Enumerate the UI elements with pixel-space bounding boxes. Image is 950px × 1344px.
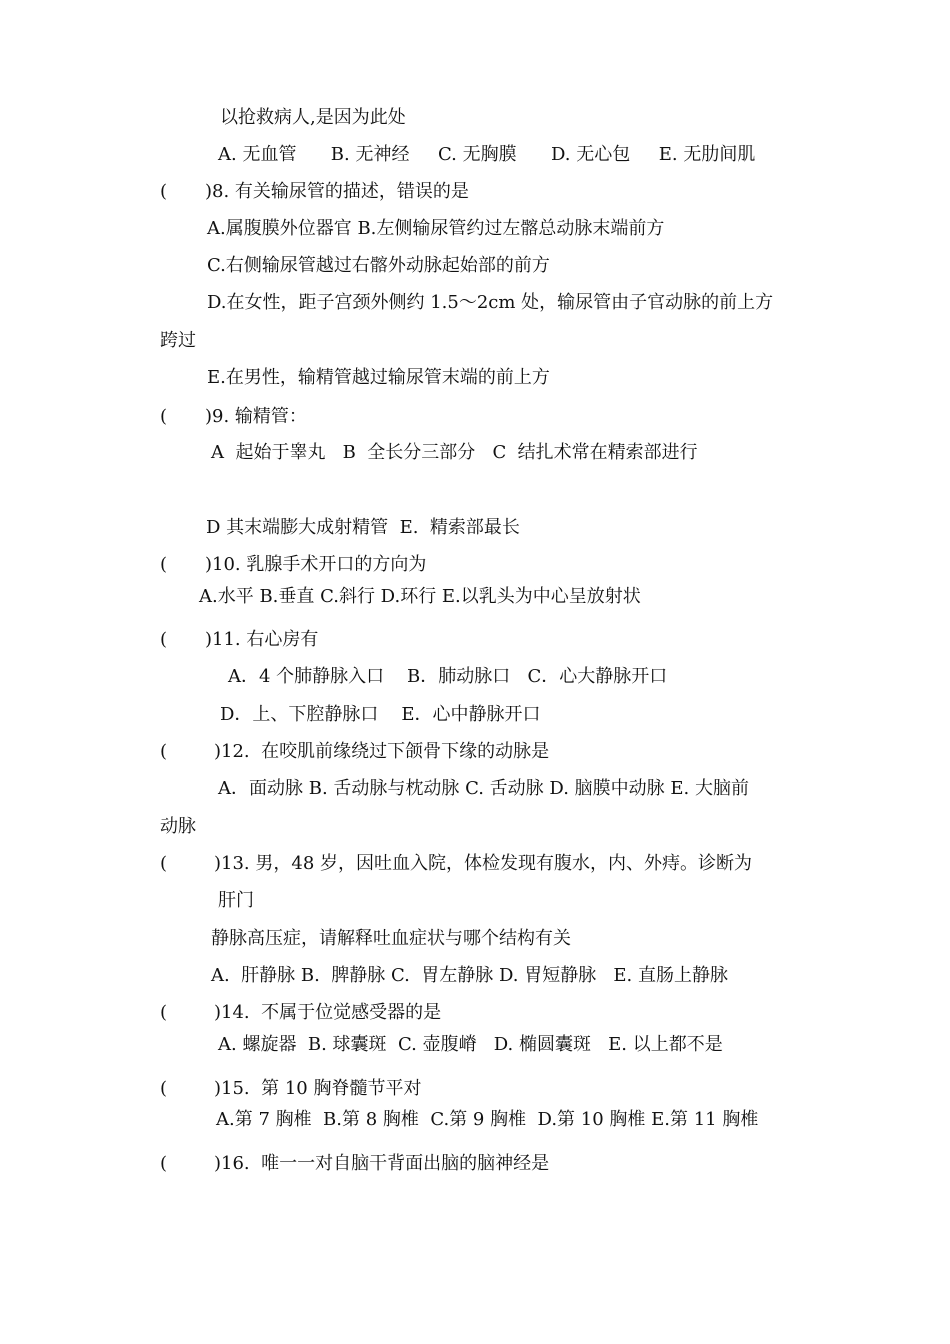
q13-options: A. 肝静脉 B. 脾静脉 C. 胃左静脉 D. 胃短静脉 E. 直肠上静脉 — [211, 965, 728, 986]
q8-option-c: C.右侧输尿管越过右髂外动脉起始部的前方 — [207, 255, 550, 276]
answer-paren-12: ( — [160, 741, 168, 762]
q13-stem-continuation: 静脉高压症，请解释吐血症状与哪个结构有关 — [211, 928, 571, 949]
answer-paren-9: ( — [160, 406, 168, 427]
q13-stem: )13. 男，48 岁，因吐血入院，体检发现有腹水，内、外痔。诊断为 — [214, 853, 752, 874]
q8-option-d: D.在女性，距子宫颈外侧约 1.5～2cm 处，输尿管由子官动脉的前上方 — [207, 292, 774, 313]
q16-stem: )16. 唯一一对自脑干背面出脑的脑神经是 — [214, 1153, 550, 1174]
q12-options-wrap: 动脉 — [160, 816, 196, 837]
answer-paren-8: ( — [160, 181, 168, 202]
q11-stem: )11. 右心房有 — [205, 629, 319, 650]
answer-paren-11: ( — [160, 629, 168, 650]
q8-options-ab: A.属腹膜外位器官 B.左侧输尿管约过左髂总动脉末端前方 — [207, 218, 665, 239]
q10-options: A.水平 B.垂直 C.斜行 D.环行 E.以乳头为中心呈放射状 — [199, 586, 641, 607]
answer-paren-14: ( — [160, 1002, 168, 1023]
q11-options-abc: A．4 个肺静脉入口 B．肺动脉口 C．心大静脉开口 — [228, 666, 668, 687]
q10-stem: )10. 乳腺手术开口的方向为 — [205, 554, 427, 575]
q13-stem-wrap: 肝门 — [218, 890, 254, 911]
q12-options: A．面动脉 B. 舌动脉与枕动脉 C. 舌动脉 D. 脑膜中动脉 E. 大脑前 — [218, 778, 749, 799]
q15-stem: )15. 第 10 胸脊髓节平对 — [214, 1078, 422, 1099]
q14-stem: )14. 不属于位觉感受器的是 — [214, 1002, 442, 1023]
q12-stem: )12. 在咬肌前缘绕过下颌骨下缘的动脉是 — [214, 741, 550, 762]
q7-stem-continuation: 以抢救病人,是因为此处 — [220, 107, 406, 128]
q9-options-de: D 其末端膨大成射精管 E. 精索部最长 — [206, 517, 520, 538]
q7-options: A. 无血管 B. 无神经 C. 无胸膜 D. 无心包 E. 无肋间肌 — [218, 144, 756, 165]
q9-options-abc: A 起始于睾丸 B 全长分三部分 C 结扎术常在精索部进行 — [211, 442, 698, 463]
q8-option-d-wrap: 跨过 — [160, 330, 196, 351]
q8-option-e: E.在男性，输精管越过输尿管末端的前上方 — [207, 367, 550, 388]
q8-stem: )8. 有关输尿管的描述，错误的是 — [205, 181, 469, 202]
answer-paren-16: ( — [160, 1153, 168, 1174]
q11-options-de: D．上、下腔静脉口 E．心中静脉开口 — [220, 704, 541, 725]
answer-paren-10: ( — [160, 554, 168, 575]
q15-options: A.第 7 胸椎 B.第 8 胸椎 C.第 9 胸椎 D.第 10 胸椎 E.第 11 胸椎 — [216, 1109, 759, 1130]
q14-options: A. 螺旋器 B. 球囊斑 C. 壶腹嵴 D. 椭圆囊斑 E. 以上都不是 — [218, 1034, 723, 1055]
answer-paren-13: ( — [160, 853, 168, 874]
answer-paren-15: ( — [160, 1078, 168, 1099]
q9-stem: )9. 输精管： — [205, 406, 307, 427]
